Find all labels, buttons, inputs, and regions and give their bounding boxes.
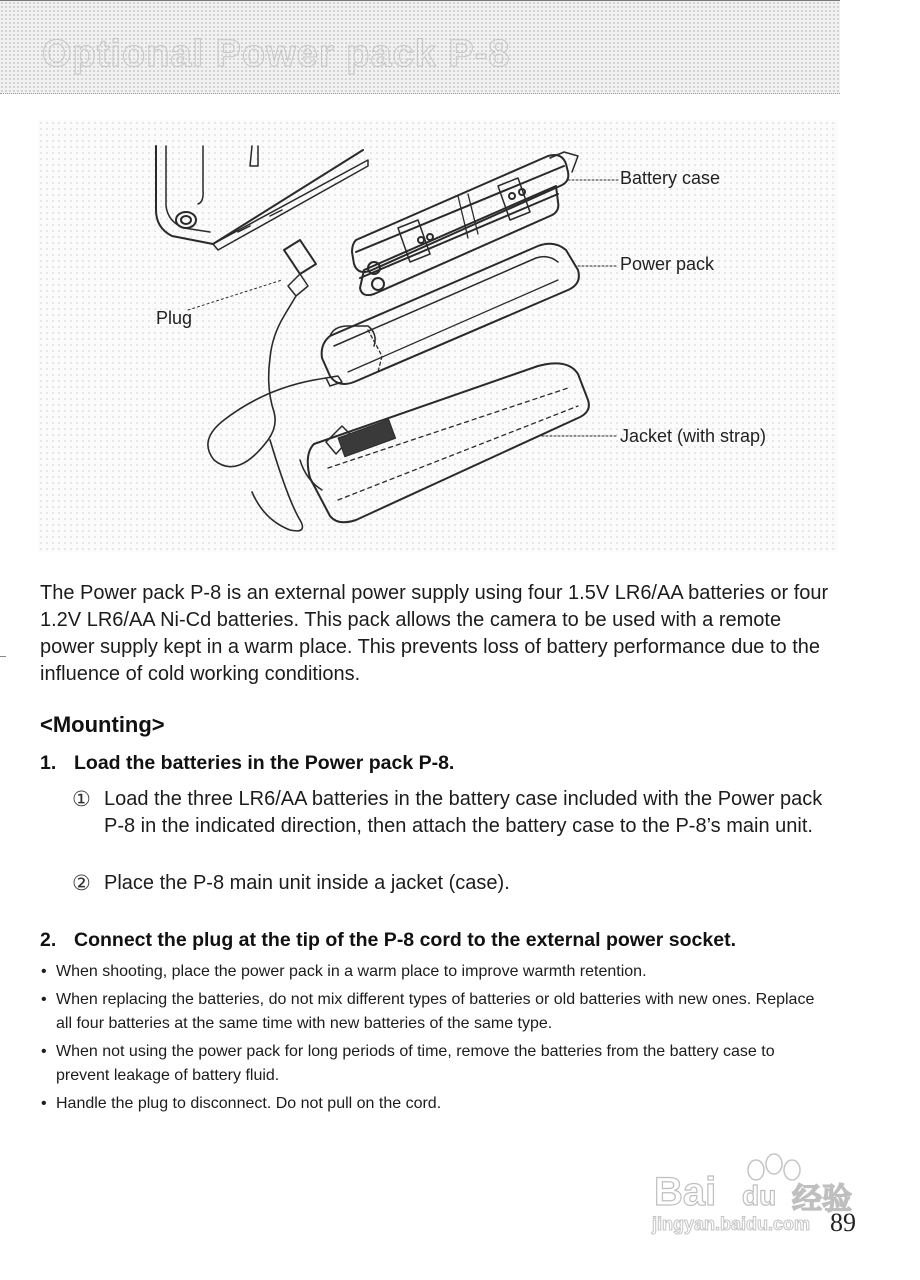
substep-2-text: Place the P-8 main unit inside a jacket (case). bbox=[104, 872, 510, 894]
step-1-number: 1. bbox=[40, 752, 57, 774]
bullet-icon: • bbox=[41, 963, 47, 980]
watermark-du: du bbox=[742, 1180, 777, 1211]
notes-list bbox=[40, 960, 830, 1120]
step-1-heading bbox=[40, 752, 454, 775]
header-band bbox=[0, 0, 840, 94]
note-text: When shooting, place the power pack in a warm place to improve warmth retention. bbox=[56, 963, 647, 980]
bullet-icon: • bbox=[41, 991, 47, 1008]
page-title: Optional Power pack P-8 bbox=[42, 33, 511, 75]
step-2-title: Connect the plug at the tip of the P-8 cord to the external power socket. bbox=[74, 929, 736, 951]
jacket-label: Jacket (with strap) bbox=[620, 426, 767, 446]
step-2-number: 2. bbox=[40, 929, 57, 951]
substep-2 bbox=[72, 870, 842, 897]
bullet-icon: • bbox=[41, 1043, 47, 1060]
page-number: 89 bbox=[830, 1208, 856, 1237]
bullet-icon: • bbox=[41, 1095, 47, 1112]
note-item bbox=[40, 1040, 830, 1088]
battery-case-label: Battery case bbox=[620, 168, 721, 188]
note-item bbox=[40, 988, 830, 1036]
note-text: When not using the power pack for long periods of time, remove the batteries from the battery case to prevent leakage of battery fluid. bbox=[56, 1043, 775, 1084]
battery-case-drawing bbox=[352, 152, 578, 295]
camera-body-drawing bbox=[156, 146, 368, 250]
substep-1-marker: ① bbox=[72, 787, 91, 811]
substep-1-text: Load the three LR6/AA batteries in the battery case included with the Power pack P-8 in the indicated direction, then attach the battery case to the P-8’s main unit. bbox=[104, 788, 823, 837]
note-item bbox=[40, 1092, 830, 1116]
power-pack-label: Power pack bbox=[620, 254, 715, 274]
jacket-drawing bbox=[300, 363, 589, 522]
watermark-jingyan: 经验 bbox=[792, 1183, 852, 1216]
watermark-brand: Bai bbox=[654, 1170, 717, 1214]
substep-2-marker: ② bbox=[72, 871, 91, 895]
plug-label: Plug bbox=[156, 308, 193, 328]
intro-paragraph: The Power pack P-8 is an external power supply using four 1.5V LR6/AA batteries or four 1.2V LR6/AA Ni-Cd batteries. This pack allows the camera to be used with a remote power supply kept in a warm place. This prevents loss of battery performance due to the influence of cold working conditions. bbox=[40, 582, 829, 685]
note-text: When replacing the batteries, do not mix different types of batteries or old batteries with new ones. Replace all four batteries at the same time with new batteries of the same type. bbox=[56, 991, 815, 1032]
margin-mark bbox=[0, 656, 6, 657]
power-pack-drawing bbox=[322, 244, 579, 384]
callout-leaders bbox=[538, 180, 618, 436]
substep-1 bbox=[72, 786, 842, 840]
note-text: Handle the plug to disconnect. Do not pull on the cord. bbox=[56, 1095, 442, 1112]
mounting-heading: <Mounting> bbox=[40, 712, 165, 737]
step-2-heading bbox=[40, 929, 736, 952]
power-pack-illustration bbox=[38, 120, 838, 552]
step-1-title: Load the batteries in the Power pack P-8. bbox=[74, 752, 455, 774]
note-item bbox=[40, 960, 830, 984]
watermark-url: jingyan.baidu.com bbox=[652, 1214, 811, 1234]
